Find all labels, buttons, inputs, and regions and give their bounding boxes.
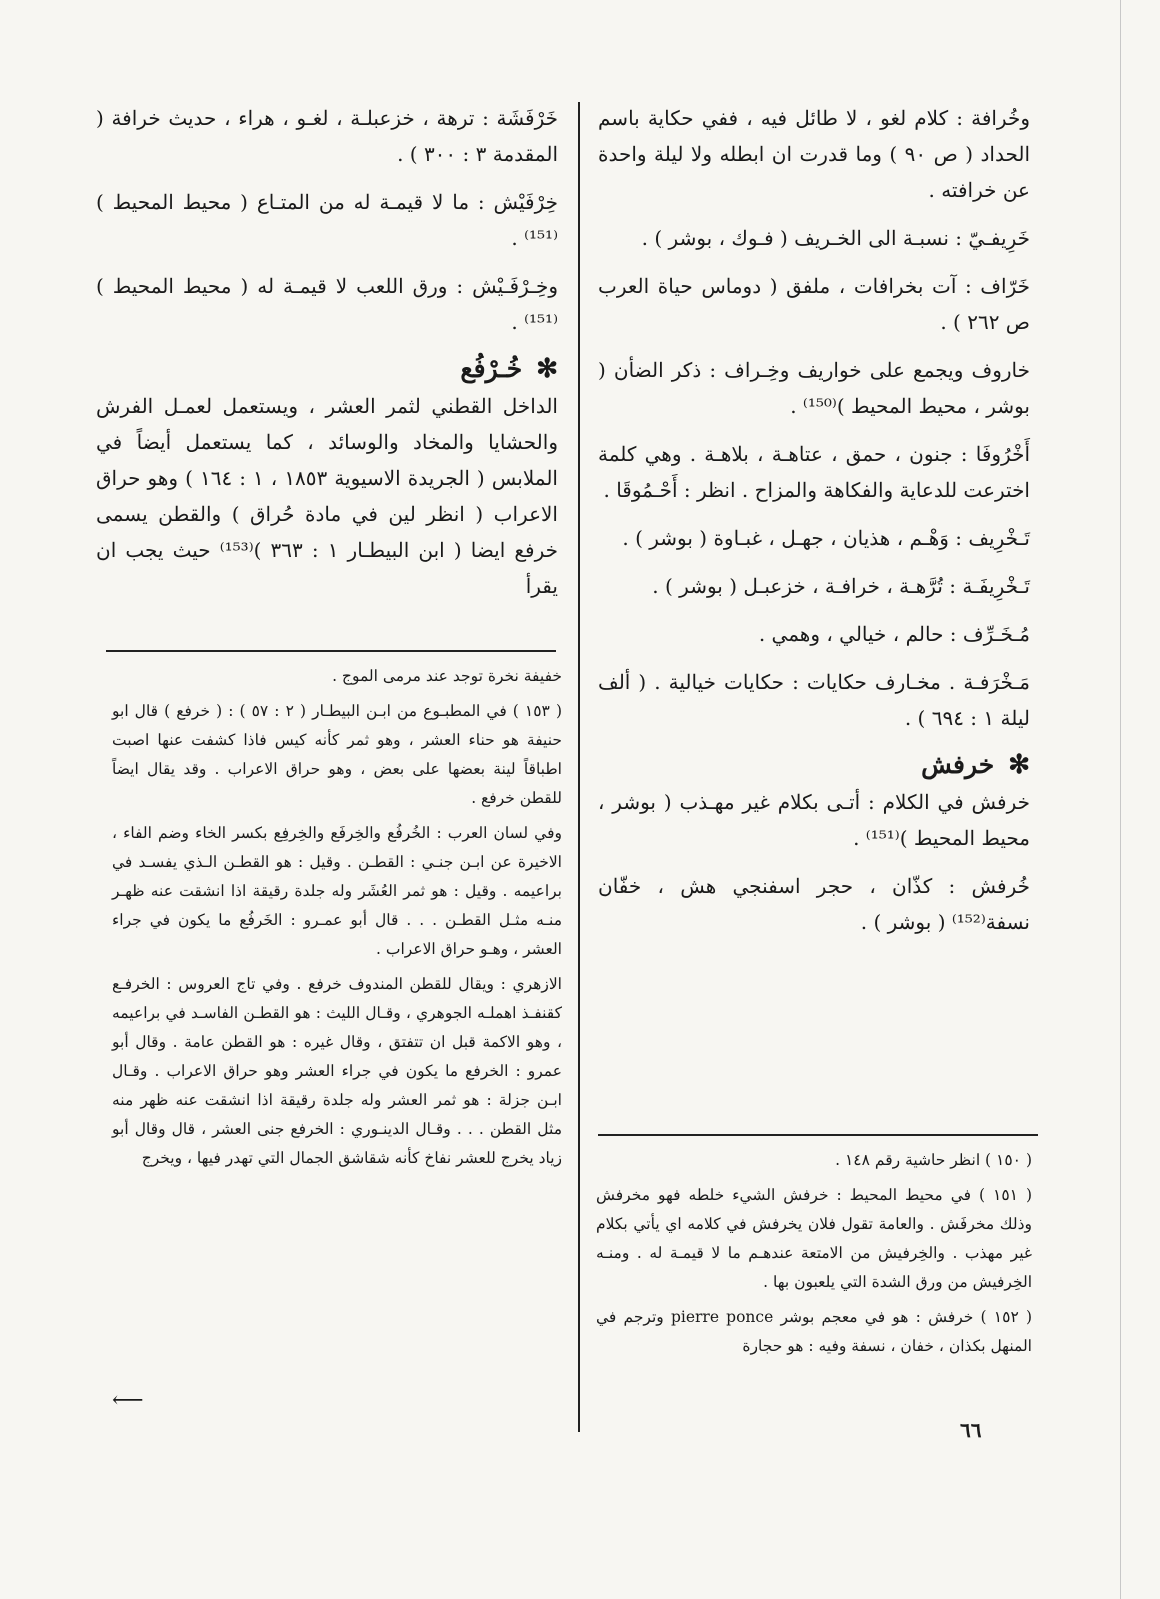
entry-kharfasha: خَرْفَشَة : ترهة ، خزعبلـة ، لغـو ، هراء ، حديث خرافة ( المقدمة ٣ : ٣٠٠ ) . xyxy=(96,106,558,166)
entry-kharraf: خَرّاف : آت بخرافات ، ملفق ( دوماس حياة العرب ص ٢٦٢ ) . xyxy=(598,274,1030,334)
footnote-150: ( ١٥٠ ) انظر حاشية رقم ١٤٨ . xyxy=(835,1151,1032,1169)
footnote-rule-left xyxy=(106,650,556,652)
right-column xyxy=(598,100,1030,952)
asterisk-icon: ✻ xyxy=(1008,750,1030,780)
left-column xyxy=(96,100,558,616)
entry-kharfash-kalam: خرفش في الكلام : أتـى بكلام غير مهـذب ( بوشر ، محيط المحيط )⁽¹⁵¹⁾ . xyxy=(598,790,1030,850)
entry-mukharrif: مُـخَـرِّف : حالم ، خيالي ، وهمي . xyxy=(758,622,1030,646)
entry-khurfu-definition: الداخل القطني لثمر العشر ، ويستعمل لعمـل الفرش والحشايا والمخاد والوسائد ، كما يستعمل أيضاً في الملابس ( الجريدة الاسيوية ١٨٥٣ ، ١ : ١٦٤ ) وهو حراق الاعراب ( انظر لين في مادة حُراق ) والقطن يسمى خرفع ايضا ( ابن البيطـار ١ : ٣٦٣ )⁽¹⁵³⁾ حيث يجب ان يقرأ xyxy=(96,394,559,598)
entry-khirfaysh-cards: وخِـرْفَـيْش : ورق اللعب لا قيمـة له ( محيط المحيط )⁽¹⁵¹⁾ . xyxy=(96,274,558,334)
footnote-rule-right xyxy=(598,1134,1038,1136)
headword-khurfu xyxy=(96,352,558,386)
asterisk-icon: ✻ xyxy=(536,354,558,384)
entry-takhrif: تَـخْرِيف : وَهْـم ، هذيان ، جهـل ، غبـاوة ( بوشر ) . xyxy=(622,526,1030,550)
entry-khirfaysh: خِرْفَيْش : ما لا قيمـة له من المتـاع ( محيط المحيط )⁽¹⁵¹⁾ . xyxy=(96,190,558,250)
entry-kharifi: خَرِيفـيّ : نسبـة الى الخـريف ( فـوك ، بوشر ) . xyxy=(641,226,1030,250)
footnote-azhari: الازهري : ويقال للقطن المندوف خرفع . وفي تاج العروس : الخرفـع كقنفـذ اهملـه الجوهري ، وقـال الليث : هو القطـن الفاسـد في براعيمه ، وهو الاكمة قبل ان تتفتق ، وقال غيره : هو القطن عامة . وقال أبو عمرو : الخرفع ما يكون في جراء العشر وهو حراق الاعراب . وقـال ابـن جزلة : هو ثمر العشر وله جلدة رقيقة اذا انشقت عنه ظهر منه مثل القطن . . . وقـال الدينـوري : الخرفع جنى العشر ، قال وقال أبو زياد يخرج للعشر نفاخ كأنه شقاشق الجمال التي تهدر فيها ، ويخرج xyxy=(112,975,562,1167)
footnote-152: ( ١٥٢ ) خرفش : هو في معجم بوشر pierre ponce وترجم في المنهل بكذان ، خفان ، نسفة وفيه : هو حجارة xyxy=(596,1308,1033,1355)
headword-kharfash xyxy=(598,748,1030,782)
entry-khurfash: خُرفش : كذّان ، حجر اسفنجي هش ، خفّان نسفة⁽¹⁵²⁾ ( بوشر ) . xyxy=(598,874,1030,934)
entry-akhrufa: أَخْرُوفَا : جنون ، حمق ، عتاهـة ، بلاهـة . وهي كلمة اخترعت للدعاية والفكاهة والمزاح . انظر : أَحْـمُوقَا . xyxy=(598,442,1030,502)
page-number: ٦٦ xyxy=(960,1418,982,1442)
entry-kharuf: خاروف ويجمع على خواريف وخِـراف : ذكر الضأن ( بوشر ، محيط المحيط )⁽¹⁵⁰⁾ . xyxy=(598,358,1030,418)
footnote-151: ( ١٥١ ) في محيط المحيط : خرفش الشيء خلطه فهو مخرفش وذلك مخرفَش . والعامة تقول فلان يخرفش في كلامه اي يأتي بكلام غير مهذب . والخِرفيش من الامتعة عندهـم ما لا قيمـة له . ومنـه الخِرفيش من ورق الشدة التي يلعبون بها . xyxy=(596,1186,1032,1291)
entry-makhrafa: مَـخْرَفـة . مخـارف حكايات : حكايات خيالية . ( ألف ليلة ١ : ٦٩٤ ) . xyxy=(598,670,1030,730)
footnote-continuation: خفيفة نخرة توجد عند مرمى الموج . xyxy=(332,667,562,685)
footnote-153: ( ١٥٣ ) في المطبـوع من ابـن البيطـار ( ٢ : ٥٧ ) : ( خرفع ) قال ابو حنيفة هو حناء العشر ، وهو ثمر كأنه كيس فاذا كشفت عنها اصبت اطباقاً لينة بعضها على بعض ، وهو حراق الاعراب . وقد يقال ايضاً للقطن خرفع . xyxy=(112,702,562,807)
headword-text: خُـرْفُع xyxy=(460,354,523,383)
footnote-lisan: وفي لسان العرب : الخُرفُع والخِرفَع والخِرفِع بكسر الخاء وضم الفاء ، الاخيرة عن ابـن جنـي : القطـن . وقيل : هو القطـن الـذي يفسـد في براعيمه . وقيل : هو ثمر العُشَر وله جلدة رقيقة اذا انشقت عنه ظهـر منـه مثـل القطـن . . . قال أبو عمـرو : الخَرفُع ما يكون في جراء العشر ، وهـو حراق الاعراب . xyxy=(112,824,562,958)
footnotes-left xyxy=(112,662,562,1179)
footnotes-right xyxy=(596,1146,1032,1367)
headword-text: خرفش xyxy=(921,750,995,779)
continuation-arrow-icon: ⟵ xyxy=(112,1388,144,1413)
page-edge xyxy=(1120,0,1121,1599)
entry-khurafa: وخُرافة : كلام لغو ، لا طائل فيه ، ففي حكاية باسم الحداد ( ص ٩٠ ) وما قدرت ان ابطله ولا ليلة واحدة عن خرافته . xyxy=(598,106,1031,202)
column-divider xyxy=(578,102,580,1432)
entry-takhrifa: تَـخْرِيفَـة : تُرَّهـة ، خرافـة ، خزعبـل ( بوشر ) . xyxy=(652,574,1030,598)
